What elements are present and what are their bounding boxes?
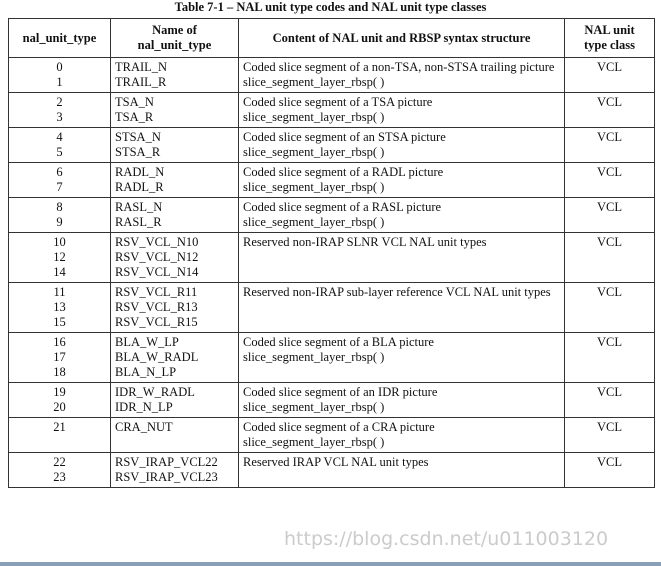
cell-content <box>239 58 565 93</box>
type-code: 5 <box>56 145 63 159</box>
type-code: 4 <box>56 130 63 144</box>
type-name: TRAIL_N <box>115 60 168 74</box>
table-header <box>9 19 655 58</box>
cell-nal-unit-type <box>9 128 111 163</box>
type-name: RSV_VCL_R13 <box>115 300 198 314</box>
nal-unit-type-table <box>8 18 655 488</box>
table-body <box>9 58 655 488</box>
header-nal-unit-type: nal_unit_type <box>9 19 111 58</box>
content-line: slice_segment_layer_rbsp( ) <box>243 350 385 364</box>
type-code: 12 <box>53 250 66 264</box>
content-line: Coded slice segment of an IDR picture <box>243 385 438 399</box>
type-name: RASL_N <box>115 200 163 214</box>
cell-content <box>239 383 565 418</box>
type-code: 16 <box>53 335 66 349</box>
type-code: 17 <box>53 350 66 364</box>
table-row <box>9 163 655 198</box>
cell-name <box>111 163 239 198</box>
header-content: Content of NAL unit and RBSP syntax structure <box>239 19 565 58</box>
cell-content <box>239 453 565 488</box>
table-row <box>9 418 655 453</box>
cell-content <box>239 93 565 128</box>
type-name: RSV_VCL_N14 <box>115 265 199 279</box>
cell-nal-unit-type <box>9 418 111 453</box>
type-code: 0 <box>56 60 63 74</box>
content-line: Coded slice segment of a CRA picture <box>243 420 435 434</box>
cell-content <box>239 283 565 333</box>
type-code: 22 <box>53 455 66 469</box>
type-code: 19 <box>53 385 66 399</box>
cell-content <box>239 233 565 283</box>
cell-name <box>111 383 239 418</box>
type-code: 13 <box>53 300 66 314</box>
cell-class: VCL <box>565 128 655 163</box>
cell-nal-unit-type <box>9 93 111 128</box>
cell-nal-unit-type <box>9 163 111 198</box>
content-line: Reserved non-IRAP SLNR VCL NAL unit types <box>243 235 487 249</box>
cell-nal-unit-type <box>9 453 111 488</box>
content-line: Coded slice segment of a BLA picture <box>243 335 434 349</box>
cell-nal-unit-type <box>9 283 111 333</box>
cell-class: VCL <box>565 93 655 128</box>
watermark: https://blog.csdn.net/u011003120 <box>284 528 609 550</box>
bottom-strip <box>0 562 661 566</box>
content-line: slice_segment_layer_rbsp( ) <box>243 110 385 124</box>
type-name: RADL_N <box>115 165 165 179</box>
type-name: RSV_VCL_N12 <box>115 250 199 264</box>
table-row <box>9 233 655 283</box>
type-code: 7 <box>56 180 63 194</box>
type-name: RSV_IRAP_VCL23 <box>115 470 218 484</box>
content-line: slice_segment_layer_rbsp( ) <box>243 435 385 449</box>
content-line: Coded slice segment of an STSA picture <box>243 130 446 144</box>
cell-class: VCL <box>565 283 655 333</box>
content-line: slice_segment_layer_rbsp( ) <box>243 75 385 89</box>
table-row <box>9 198 655 233</box>
cell-nal-unit-type <box>9 233 111 283</box>
type-code: 1 <box>56 75 63 89</box>
cell-class: VCL <box>565 333 655 383</box>
type-code: 8 <box>56 200 63 214</box>
type-code: 21 <box>53 420 66 434</box>
cell-content <box>239 163 565 198</box>
type-code: 3 <box>56 110 63 124</box>
cell-class: VCL <box>565 58 655 93</box>
cell-name <box>111 453 239 488</box>
table-row <box>9 453 655 488</box>
content-line: Reserved non-IRAP sub-layer reference VCL NAL unit types <box>243 285 551 299</box>
type-name: IDR_W_RADL <box>115 385 195 399</box>
cell-name <box>111 233 239 283</box>
type-name: RSV_VCL_R11 <box>115 285 198 299</box>
cell-content <box>239 198 565 233</box>
cell-name <box>111 128 239 163</box>
cell-class: VCL <box>565 453 655 488</box>
table-row <box>9 383 655 418</box>
type-code: 14 <box>53 265 66 279</box>
cell-content <box>239 128 565 163</box>
type-name: BLA_W_RADL <box>115 350 199 364</box>
table-row <box>9 333 655 383</box>
type-name: RSV_VCL_R15 <box>115 315 198 329</box>
content-line: slice_segment_layer_rbsp( ) <box>243 400 385 414</box>
type-name: RSV_IRAP_VCL22 <box>115 455 218 469</box>
content-line: Coded slice segment of a RASL picture <box>243 200 442 214</box>
cell-class: VCL <box>565 163 655 198</box>
cell-class: VCL <box>565 198 655 233</box>
type-name: BLA_N_LP <box>115 365 177 379</box>
cell-name <box>111 333 239 383</box>
type-code: 2 <box>56 95 63 109</box>
cell-name <box>111 93 239 128</box>
table-row <box>9 58 655 93</box>
type-name: IDR_N_LP <box>115 400 173 414</box>
table-row <box>9 283 655 333</box>
type-code: 6 <box>56 165 63 179</box>
content-line: slice_segment_layer_rbsp( ) <box>243 215 385 229</box>
content-line: Reserved IRAP VCL NAL unit types <box>243 455 429 469</box>
type-name: TSA_N <box>115 95 154 109</box>
type-name: STSA_R <box>115 145 161 159</box>
cell-class: VCL <box>565 418 655 453</box>
content-line: Coded slice segment of a non-TSA, non-STSA trailing picture <box>243 60 555 74</box>
cell-content <box>239 333 565 383</box>
header-class: NAL unit type class <box>565 19 655 58</box>
table-row <box>9 93 655 128</box>
type-code: 10 <box>53 235 66 249</box>
cell-class: VCL <box>565 233 655 283</box>
type-code: 11 <box>53 285 66 299</box>
type-code: 20 <box>53 400 66 414</box>
header-name: Name of nal_unit_type <box>111 19 239 58</box>
type-code: 15 <box>53 315 66 329</box>
type-name: TSA_R <box>115 110 154 124</box>
type-name: STSA_N <box>115 130 161 144</box>
cell-name <box>111 198 239 233</box>
content-line: slice_segment_layer_rbsp( ) <box>243 180 385 194</box>
type-code: 9 <box>56 215 63 229</box>
type-name: RASL_R <box>115 215 162 229</box>
cell-name <box>111 58 239 93</box>
type-name: RADL_R <box>115 180 164 194</box>
type-name: TRAIL_R <box>115 75 167 89</box>
cell-nal-unit-type <box>9 383 111 418</box>
type-code: 23 <box>53 470 66 484</box>
cell-name <box>111 283 239 333</box>
cell-nal-unit-type <box>9 333 111 383</box>
cell-nal-unit-type <box>9 198 111 233</box>
table-row <box>9 128 655 163</box>
cell-nal-unit-type <box>9 58 111 93</box>
cell-name <box>111 418 239 453</box>
cell-content <box>239 418 565 453</box>
type-name: BLA_W_LP <box>115 335 179 349</box>
cell-class: VCL <box>565 383 655 418</box>
content-line: slice_segment_layer_rbsp( ) <box>243 145 385 159</box>
type-name: CRA_NUT <box>115 420 173 434</box>
content-line: Coded slice segment of a RADL picture <box>243 165 444 179</box>
type-code: 18 <box>53 365 66 379</box>
type-name: RSV_VCL_N10 <box>115 235 199 249</box>
table-caption: Table 7-1 – NAL unit type codes and NAL unit type classes <box>174 0 487 14</box>
content-line: Coded slice segment of a TSA picture <box>243 95 433 109</box>
